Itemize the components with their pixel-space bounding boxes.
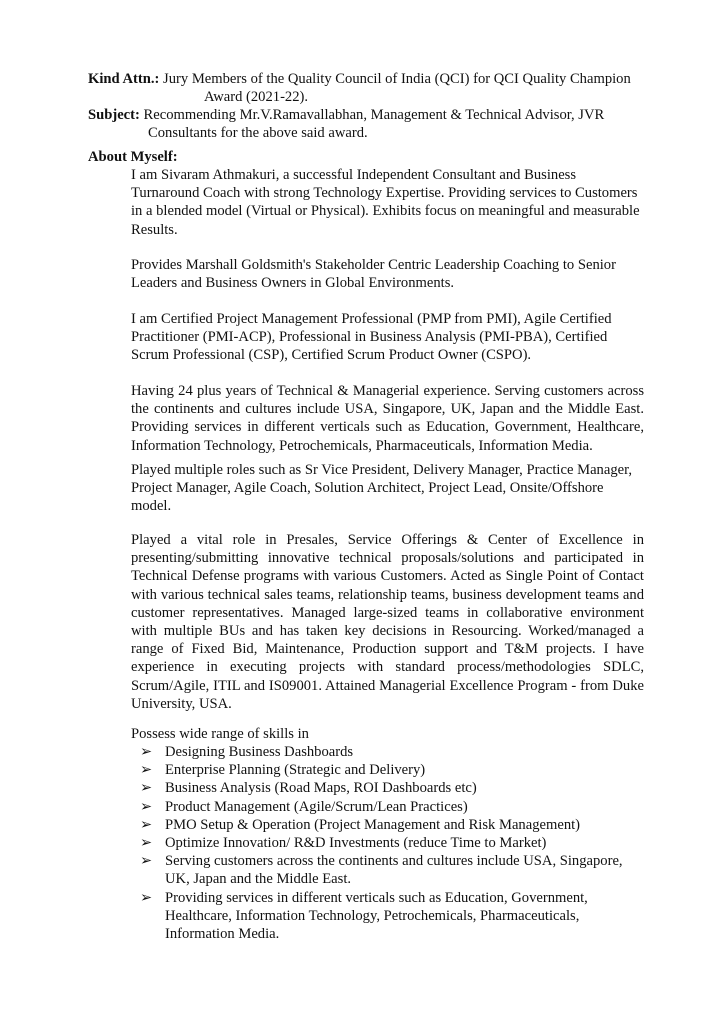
about-para-5	[131, 461, 644, 516]
skills-intro-block	[131, 725, 644, 743]
kind-attn-line	[88, 70, 664, 88]
paragraph-text: Having 24 plus years of Technical & Managerial experience. Serving customers across the continents and cultures include USA, Singapore, UK, Japan and the Middle East. Providing services in different verticals such as Education, Government, Healthcare, Information Technology, Petrochemicals, Pharmaceuticals, Information Media.	[131, 383, 644, 454]
skill-text: PMO Setup & Operation (Project Management and Risk Management)	[165, 816, 581, 833]
skill-text: Enterprise Planning (Strategic and Delivery)	[165, 762, 426, 779]
list-item	[131, 743, 644, 761]
about-para-2	[131, 256, 644, 292]
paragraph-text: I am Sivaram Athmakuri, a successful Independent Consultant and Business Turnaround Coach with strong Technology Expertise. Providing services to Customers in a blended model (Virtual or Physical). Exhibits focus on meaningful and measurable Results.	[131, 167, 640, 238]
arrow-bullet-icon: ➢	[140, 780, 153, 797]
list-item	[131, 779, 644, 797]
about-heading: About Myself:	[88, 149, 178, 165]
subject-text-1: Recommending Mr.V.Ramavallabhan, Management & Technical Advisor, JVR	[143, 107, 605, 123]
paragraph-text: Played a vital role in Presales, Service Offerings & Center of Excellence in presenting/submitting innovative technical proposals/solutions and participated in Technical Defense programs with various Customers. Acted as Single Point of Contact with various technical sales teams, relationship teams, business development teams and customer representatives. Managed large-sized teams in collaborative environment with multiple BUs and has taken key decisions in Resourcing. Worked/managed a range of Fixed Bid, Maintenance, Production support and T&M projects. I have experience in executing projects with standard process/methodologies SDLC, Scrum/Agile, ITIL and IS09001. Attained Managerial Excellence Program - from Duke University, USA.	[131, 532, 644, 712]
skills-list-block	[131, 743, 644, 943]
about-para-3	[131, 310, 644, 365]
paragraph-text: I am Certified Project Management Professional (PMP from PMI), Agile Certified Practitioner (PMI-ACP), Professional in Business Analysis (PMI-PBA), Certified Scrum Professional (CSP), Certified Scrum Product Owner (CSPO).	[131, 311, 612, 364]
kind-attn-label: Kind Attn.:	[88, 71, 160, 87]
skill-text: Providing services in different verticals such as Education, Government, Healthcare, Information Technology, Petrochemicals, Pharmaceuticals, Information Media.	[165, 889, 588, 943]
paragraph-text: Provides Marshall Goldsmith's Stakeholder Centric Leadership Coaching to Senior Leaders and Business Owners in Global Environments.	[131, 257, 616, 292]
skill-text: Product Management (Agile/Scrum/Lean Practices)	[165, 798, 468, 815]
kind-attn-block	[88, 70, 664, 106]
skill-text: Designing Business Dashboards	[165, 744, 354, 760]
list-item	[131, 816, 644, 834]
skills-intro: Possess wide range of skills in	[131, 726, 309, 742]
arrow-bullet-icon: ➢	[140, 798, 153, 815]
subject-block	[88, 106, 664, 142]
subject-label: Subject:	[88, 107, 140, 123]
subject-line	[88, 106, 664, 124]
list-item	[131, 834, 644, 852]
skill-text: Optimize Innovation/ R&D Investments (reduce Time to Market)	[165, 835, 547, 852]
paragraph-text: Played multiple roles such as Sr Vice President, Delivery Manager, Practice Manager, Project Manager, Agile Coach, Solution Architect, Project Lead, Onsite/Offshore model.	[131, 462, 633, 515]
subject-text-2: Consultants for the above said award.	[148, 125, 368, 142]
about-para-1	[131, 166, 644, 239]
arrow-bullet-icon: ➢	[140, 889, 153, 906]
about-para-6	[131, 531, 644, 713]
arrow-bullet-icon: ➢	[140, 853, 153, 870]
about-para-4	[131, 382, 644, 455]
list-item	[131, 889, 644, 944]
skills-list	[131, 743, 644, 943]
skill-text: Serving customers across the continents and cultures include USA, Singapore, UK, Japan and the Middle East.	[165, 853, 623, 888]
arrow-bullet-icon: ➢	[140, 816, 153, 833]
list-item	[131, 761, 644, 779]
arrow-bullet-icon: ➢	[140, 744, 153, 760]
about-heading-block	[88, 148, 664, 166]
kind-attn-text-2: Award (2021-22).	[204, 89, 309, 106]
list-item	[131, 798, 644, 816]
kind-attn-text-1: Jury Members of the Quality Council of India (QCI) for QCI Quality Champion	[163, 71, 631, 87]
arrow-bullet-icon: ➢	[140, 835, 153, 852]
arrow-bullet-icon: ➢	[140, 762, 153, 779]
list-item	[131, 852, 644, 888]
skill-text: Business Analysis (Road Maps, ROI Dashboards etc)	[165, 780, 477, 797]
